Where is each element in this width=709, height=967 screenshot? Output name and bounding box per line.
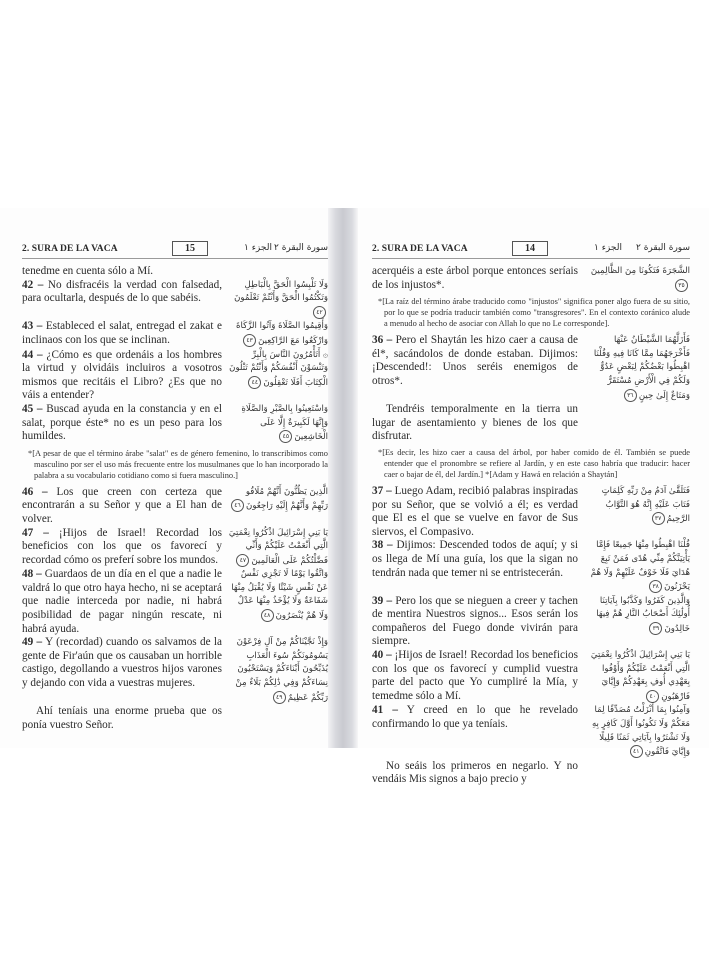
juz-label: الجزء ١ xyxy=(594,243,622,253)
ayah-marker-icon: ٤٥ xyxy=(279,430,292,443)
verse-number: 43 – xyxy=(22,320,43,333)
verse-row xyxy=(22,349,328,403)
verse-row xyxy=(372,760,690,787)
verse-text: Los que creen con certeza que encontrarán a su Señor y que a El han de volver. xyxy=(22,485,222,525)
verse-text: Y creed en lo que he revelado confirmando lo que ya teníais. xyxy=(372,704,579,731)
page-body xyxy=(22,265,328,732)
page-number: 15 xyxy=(172,241,208,256)
verse-arabic xyxy=(586,539,690,594)
verse-text: ¡Hijos de Israel! Recordad los beneficios con los que os favorecí y recordad cómo os preferí sobre los mundos. xyxy=(22,526,222,566)
verse-number: 38 – xyxy=(372,539,393,552)
footnote: *[Es decir, les hizo caer a causa del árbol, por haber comido de él. También se puede entender que el pronombre se refiere al Jardín, y en este caso habría que traducir: hacer caer o bajar de él, del Jardín.] *[Adam y Hawá en relación a Shaytán] xyxy=(378,447,690,479)
verse-row xyxy=(22,486,328,527)
ayah-marker-icon: ٣٧ xyxy=(652,512,665,525)
verse-text: ¿Cómo es que ordenáis a los hombres la virtud y olvidáis incluiros a vosotros mismos que recitáis el Libro? ¿Es que no váis a entender? xyxy=(22,348,222,402)
verse-number: 41 – xyxy=(372,704,398,717)
verse-row xyxy=(22,568,328,636)
verse-text: Luego Adam, recibió palabras inspiradas por su Señor, que se volvió a él; es verdad que El es el que se vuelve en favor de Sus siervos, el Compasivo. xyxy=(372,484,578,538)
verse-translation xyxy=(372,760,578,787)
verse-translation xyxy=(372,265,578,292)
page-14 xyxy=(372,240,690,787)
verse-row xyxy=(372,595,690,649)
verse-number: 45 – xyxy=(22,402,43,415)
verse-text: Dijimos: Descended todos de aquí; y si os llega de Mí una guía, los que la sigan no tendrán nada que temer ni se entristecerán. xyxy=(372,539,578,579)
verse-number: 40 – xyxy=(372,649,392,662)
verse-translation xyxy=(372,649,578,703)
verse-number: 48 – xyxy=(22,568,42,581)
verse-arabic xyxy=(228,636,328,705)
footnote: *[A pesar de que el término árabe "salat" es de género femenino, lo transcribimos como masculino por ser el uso más frecuente entre los musulmanes que lo han incorporado la palabra a su vocabulario cotidiano como si fuera masculino.] xyxy=(28,448,328,480)
verse-arabic xyxy=(228,349,328,391)
verse-arabic xyxy=(586,595,690,637)
verse-text: acerquéis a este árbol porque entonces seríais de los injustos*. xyxy=(372,265,578,291)
page-15 xyxy=(22,240,328,732)
arabic-text: يَا بَنِي إِسْرَائِيلَ اذْكُرُوا نِعْمَتِيَ الَّتِي أَنْعَمْتُ عَلَيْكُمْ وَأَوْفُوا بِعَهْدِي أُوفِ بِعَهْدِكُمْ وَإِيَّايَ فَارْهَبُونِ xyxy=(590,650,690,702)
page-header xyxy=(372,240,690,259)
arabic-text: الَّذِينَ يَظُنُّونَ أَنَّهُمْ مُلَاقُو رَبِّهِمْ وَأَنَّهُمْ إِلَيْهِ رَاجِعُونَ xyxy=(245,486,328,512)
verse-row xyxy=(22,265,328,279)
page-header xyxy=(22,240,328,259)
verse-text: Tendréis temporalmente en la tierra un lugar de asentamiento y bienes de los que disfrutar. xyxy=(372,403,578,443)
verse-arabic xyxy=(228,403,328,445)
verse-arabic xyxy=(586,334,690,403)
page-number: 14 xyxy=(512,241,548,256)
arabic-text: ۞ أَتَأْمُرُونَ النَّاسَ بِالْبِرِّ وَتَنْسَوْنَ أَنْفُسَكُمْ وَأَنْتُمْ تَتْلُونَ الْكِتَابَ أَفَلَا تَعْقِلُونَ xyxy=(229,349,328,388)
verse-translation xyxy=(372,539,578,580)
ayah-marker-icon: ٤٦ xyxy=(231,499,244,512)
verse-text: No seáis los primeros en negarlo. Y no vendáis Mis signos a bajo precio y xyxy=(372,759,578,786)
verse-text: ¡Hijos de Israel! Recordad los beneficios con los que os favorecí y cumplid vuestra parte del pacto que Yo cumpliré la Mía, y temedme sólo a Mí. xyxy=(372,649,578,702)
sura-title-arabic: سورة البقرة ٢ xyxy=(273,243,328,253)
verse-text: tenedme en cuenta sólo a Mí. xyxy=(22,265,154,277)
arabic-text: وَآمِنُوا بِمَا أَنْزَلْتُ مُصَدِّقًا لِمَا مَعَكُمْ وَلَا تَكُونُوا أَوَّلَ كَافِرٍ بِهِ وَلَا تَشْتَرُوا بِآيَاتِي ثَمَنًا قَلِيلًا وَإِيَّايَ فَاتَّقُونِ xyxy=(591,705,690,758)
verse-number: 42 – xyxy=(22,278,44,291)
verse-translation xyxy=(22,265,222,279)
arabic-text: وَإِذْ نَجَّيْنَاكُمْ مِنْ آلِ فِرْعَوْنَ يَسُومُونَكُمْ سُوءَ الْعَذَابِ يُذَبِّحُونَ أَبْنَاءَكُمْ وَيَسْتَحْيُونَ نِسَاءَكُمْ وَفِي ذَٰلِكُمْ بَلَاءٌ مِنْ رَبِّكُمْ عَظِيمٌ xyxy=(235,637,328,703)
ayah-marker-icon: ٣٨ xyxy=(649,580,662,593)
verse-row xyxy=(372,539,690,594)
verse-arabic xyxy=(586,649,690,704)
verse-arabic xyxy=(228,320,328,348)
verse-row xyxy=(372,403,690,444)
sura-title: 2. SURA DE LA VACA xyxy=(22,244,118,254)
arabic-text: وَالَّذِينَ كَفَرُوا وَكَذَّبُوا بِآيَاتِنَا أُولَٰئِكَ أَصْحَابُ النَّارِ هُمْ فِيهَا خَالِدُونَ xyxy=(596,595,690,634)
verse-row xyxy=(22,279,328,321)
book-gutter xyxy=(328,208,358,748)
ayah-marker-icon: ٤١ xyxy=(630,745,643,758)
arabic-text: قُلْنَا اهْبِطُوا مِنْهَا جَمِيعًا فَإِمَّا يَأْتِيَنَّكُمْ مِنِّي هُدًى فَمَنْ تَبِعَ هُدَايَ فَلَا خَوْفٌ عَلَيْهِمْ وَلَا هُمْ يَحْزَنُونَ xyxy=(590,540,690,593)
verse-translation xyxy=(22,403,222,444)
arabic-text: فَتَلَقَّىٰ آدَمُ مِنْ رَبِّهِ كَلِمَاتٍ فَتَابَ عَلَيْهِ إِنَّهُ هُوَ التَّوَّابُ الرَّحِيمُ xyxy=(601,485,690,525)
ayah-marker-icon: ٤٢ xyxy=(313,306,326,319)
verse-number: 49 – xyxy=(22,636,43,649)
verse-translation xyxy=(22,486,222,527)
verse-arabic xyxy=(228,486,328,514)
verse-text: Guardaos de un día en el que a nadie le valdrá lo que otro haya hecho, ni se aceptará que nadie interceda por nadie, ni habrá posibilidad de pagar ningún rescate, ni habrá ayuda. xyxy=(22,568,223,635)
verse-translation xyxy=(372,595,578,649)
verse-row xyxy=(372,334,690,403)
verse-text: Pero los que se nieguen a creer y tachen de mentira Nuestros signos... Esos serán los compañeros del Fuego donde vivirán para siempre. xyxy=(372,594,578,648)
verse-translation xyxy=(22,636,222,690)
arabic-text: فَأَزَلَّهُمَا الشَّيْطَانُ عَنْهَا فَأَخْرَجَهُمَا مِمَّا كَانَا فِيهِ وَقُلْنَا اهْبِطُوا بَعْضُكُمْ لِبَعْضٍ عَدُوٌّ وَلَكُمْ فِي الْأَرْضِ مُسْتَقَرٌّ وَمَتَاعٌ إِلَىٰ حِينٍ xyxy=(593,335,690,401)
verse-translation xyxy=(22,320,222,347)
verse-row xyxy=(22,403,328,445)
verse-arabic xyxy=(586,704,690,759)
ayah-marker-icon: ٤٨ xyxy=(261,609,274,622)
verse-translation xyxy=(372,485,578,539)
sura-title: 2. SURA DE LA VACA xyxy=(372,244,468,254)
verse-text: Buscad ayuda en la constancia y en el salat, porque éste* no es un peso para los humildes. xyxy=(22,402,222,443)
verse-translation xyxy=(372,403,578,444)
verse-row xyxy=(22,636,328,705)
verse-arabic xyxy=(228,527,328,569)
verse-text: Estableced el salat, entregad el zakat e inclinaos con los que se inclinan. xyxy=(22,320,222,346)
ayah-marker-icon: ٣٥ xyxy=(675,279,688,292)
verse-row xyxy=(372,704,690,759)
arabic-text: وَاتَّقُوا يَوْمًا لَا تَجْزِي نَفْسٌ عَنْ نَفْسٍ شَيْئًا وَلَا يُقْبَلُ مِنْهَا شَفَاعَةٌ وَلَا يُؤْخَذُ مِنْهَا عَدْلٌ وَلَا هُمْ يُنْصَرُونَ xyxy=(231,569,328,622)
arabic-text: يَا بَنِي إِسْرَائِيلَ اذْكُرُوا نِعْمَتِيَ الَّتِي أَنْعَمْتُ عَلَيْكُمْ وَأَنِّي فَضَّلْتُكُمْ عَلَى الْعَالَمِينَ xyxy=(228,527,328,566)
verse-row xyxy=(22,705,328,732)
verse-row xyxy=(372,485,690,539)
ayah-marker-icon: ٣٦ xyxy=(624,389,637,402)
ayah-marker-icon: ٣٩ xyxy=(649,622,662,635)
ayah-marker-icon: ٤٤ xyxy=(248,376,261,389)
ayah-marker-icon: ٤٧ xyxy=(236,554,249,567)
arabic-text: الشَّجَرَةَ فَتَكُونَا مِنَ الظَّالِمِينَ xyxy=(590,266,690,276)
sura-title-arabic: سورة البقرة ٢ xyxy=(635,243,690,253)
footnote: *[La raíz del término árabe traducido como "injustos" significa poner algo fuera de su sitio, por lo que se podría traducir también como "transgresores". En el contexto coránico alude a menudo al hecho de asociar con Allah lo que no Le corresponde]. xyxy=(378,297,690,329)
verse-number: 36 – xyxy=(372,334,393,347)
verse-row xyxy=(372,649,690,704)
verse-translation xyxy=(372,704,578,731)
verse-arabic xyxy=(586,485,690,527)
verse-arabic xyxy=(228,568,328,623)
verse-arabic xyxy=(228,279,328,321)
verse-translation xyxy=(22,349,222,403)
verse-translation xyxy=(372,334,578,388)
verse-translation xyxy=(22,568,222,636)
verse-text: No disfracéis la verdad con falsedad, para ocultarla, después de lo que sabéis. xyxy=(22,278,222,305)
verse-number: 47 – xyxy=(22,526,49,539)
verse-translation xyxy=(22,705,222,732)
verse-text: Y (recordad) cuando os salvamos de la gente de Fir'aún que os causaban un horrible castigo, degollando a vuestros hijos varones y dejando con vida a vuestras mujeres. xyxy=(22,636,222,690)
verse-number: 37 – xyxy=(372,484,392,497)
verse-number: 39 – xyxy=(372,594,393,607)
verse-row xyxy=(22,527,328,569)
arabic-text: وَاسْتَعِينُوا بِالصَّبْرِ وَالصَّلَاةِ وَإِنَّهَا لَكَبِيرَةٌ إِلَّا عَلَى الْخَاشِعِينَ xyxy=(241,403,328,443)
verse-number: 46 – xyxy=(22,485,48,498)
verse-number: 44 – xyxy=(22,348,43,361)
verse-row xyxy=(22,320,328,348)
verse-row xyxy=(372,265,690,293)
ayah-marker-icon: ٤٣ xyxy=(243,334,256,347)
ayah-marker-icon: ٤٩ xyxy=(273,691,286,704)
verse-text: Pero el Shaytán les hizo caer a causa de él*, sacándolos de donde estaban. Dijimos: ¡Descended!: Unos seréis enemigos de otros*. xyxy=(372,334,578,387)
arabic-text: وَأَقِيمُوا الصَّلَاةَ وَآتُوا الزَّكَاةَ وَارْكَعُوا مَعَ الرَّاكِعِينَ xyxy=(235,321,328,346)
arabic-text: وَلَا تَلْبِسُوا الْحَقَّ بِالْبَاطِلِ وَتَكْتُمُوا الْحَقَّ وَأَنْتُمْ تَعْلَمُونَ xyxy=(234,279,328,304)
page-body xyxy=(372,265,690,787)
juz-label: الجزء ١ xyxy=(244,243,272,253)
ayah-marker-icon: ٤٠ xyxy=(646,690,659,703)
verse-translation xyxy=(22,527,222,568)
verse-text: Ahí teníais una enorme prueba que os ponía vuestro Señor. xyxy=(22,705,222,731)
verse-arabic xyxy=(586,265,690,293)
verse-translation xyxy=(22,279,222,306)
